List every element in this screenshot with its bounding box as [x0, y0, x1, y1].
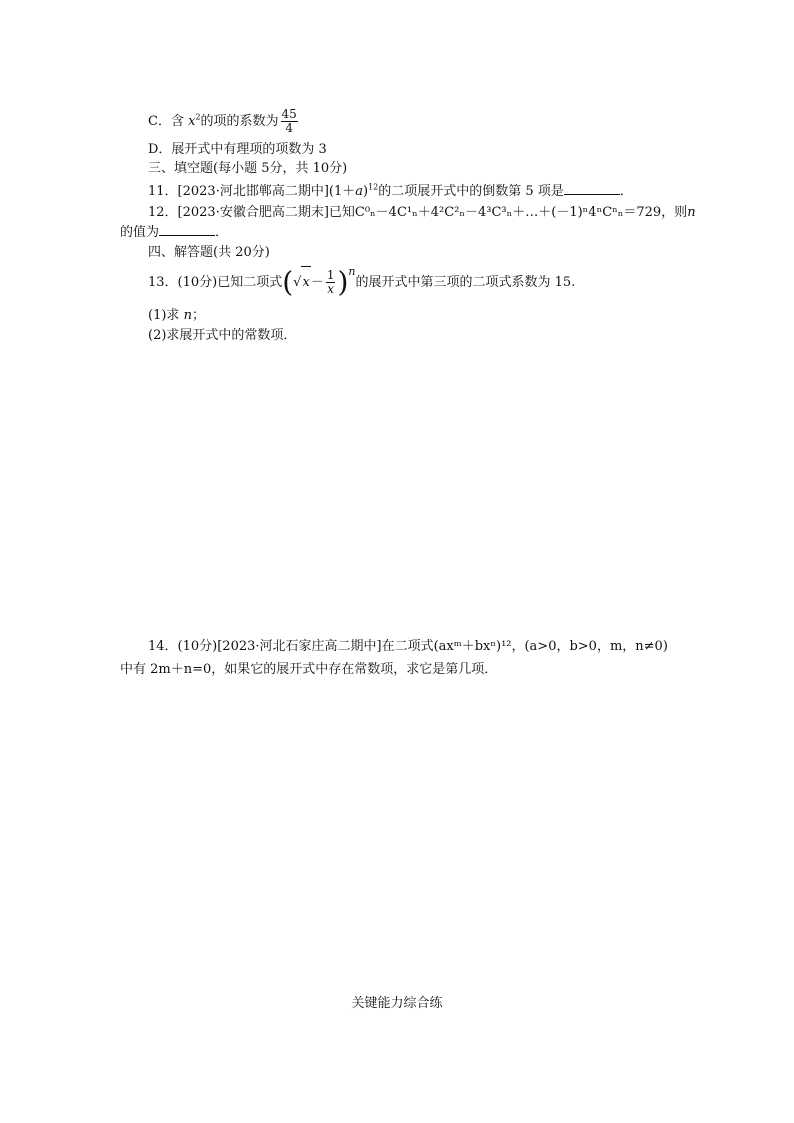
section-fill-blank-heading: 三、填空题(每小题 5分，共 10分) — [148, 161, 348, 176]
question-12-line-2: 的值为 ． — [120, 225, 229, 240]
answer-blank[interactable] — [564, 182, 620, 195]
fraction: $\frac{45}{4}$ — [281, 107, 297, 135]
option-c: C．含 $x^2$的项的系数为 $\frac{45}{4}$ — [148, 107, 297, 135]
question-14-line-1: 14．(10分)[2023·河北石家庄高二期中]在二项式(axᵐ＋bxⁿ)¹²，(a>0，b>0，m，n≠0) — [148, 639, 668, 654]
question-14-line-2: 中有 2m＋n=0，如果它的展开式中存在常数项，求它是第几项． — [120, 662, 498, 677]
question-12-line-1: 12．[2023·安徽合肥高二期末]已知C⁰ₙ－4C¹ₙ＋4²C²ₙ－4³C³ₙ＋…＋(－1)ⁿ4ⁿCⁿₙ＝729，则n — [148, 205, 696, 220]
option-d: D．展开式中有理项的项数为 3 — [148, 142, 327, 157]
question-11: 11．[2023·河北邯郸高二期中]$(1+a)^{12}$的二项展开式中的倒数第 5 项是 ． — [148, 182, 633, 199]
answer-blank[interactable] — [159, 223, 215, 236]
fraction: $\frac{1}{x}$ — [326, 268, 335, 296]
question-13-part-1: (1)求 n； — [148, 308, 205, 323]
question-13: 13．(10分)已知二项式(√x－ $\frac{1}{x}$ )$^n$的展开式中第三项的二项式系数为 15. — [148, 264, 576, 299]
question-13-part-2: (2)求展开式中的常数项． — [148, 328, 297, 343]
sqrt-expression: √x — [293, 266, 311, 299]
page-footer: 关键能力综合练 — [351, 996, 443, 1011]
section-solve-heading: 四、解答题(共 20分) — [148, 245, 270, 260]
